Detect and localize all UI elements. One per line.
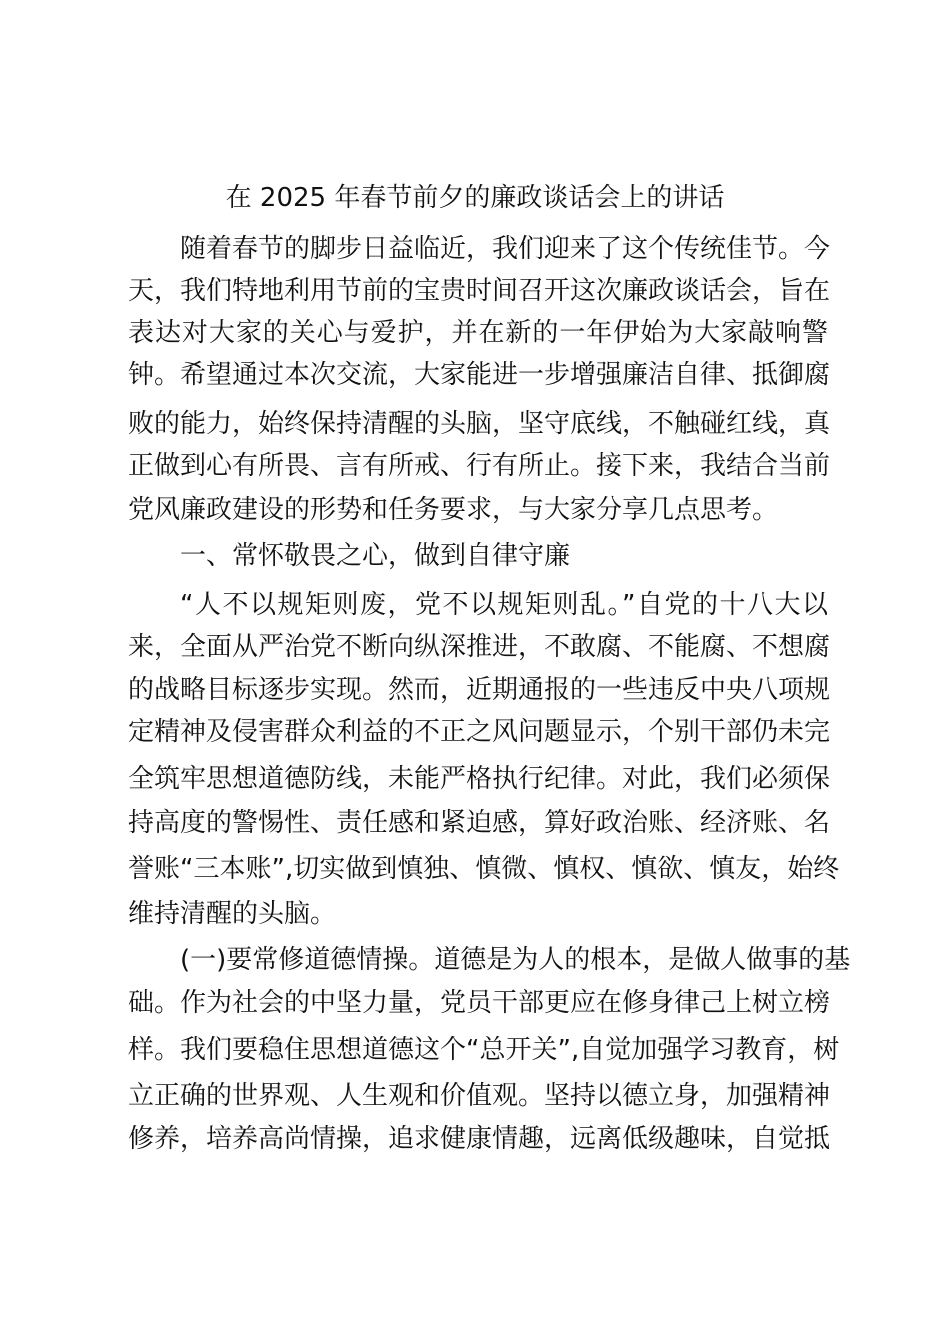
paragraph-1-line-2: 天，我们特地利用节前的宝贵时间召开这次廉政谈话会，旨在 — [128, 276, 831, 306]
paragraph-1-line-3: 表达对大家的关心与爱护，并在新的一年伊始为大家敲响警 — [128, 318, 828, 348]
paragraph-1-line-7: 党风廉政建设的形势和任务要求，与大家分享几点思考。 — [128, 495, 779, 525]
paragraph-3-line-5: 修养，培养高尚情操，追求健康情趣，远离低级趣味，自觉抵 — [128, 1124, 831, 1154]
paragraph-1-line-4: 钟。希望通过本次交流，大家能进一步增强廉洁自律、抵御腐 — [128, 360, 831, 390]
paragraph-2-line-3: 的战略目标逐步实现。然而，近期通报的一些违反中央八项规 — [128, 675, 831, 705]
paragraph-2-line-2: 来，全面从严治党不断向纵深推进，不敢腐、不能腐、不想腐 — [128, 632, 831, 662]
paragraph-3-line-4: 立正确的世界观、人生观和价值观。坚持以德立身，加强精神 — [128, 1081, 831, 1111]
paragraph-2-line-4: 定精神及侵害群众利益的不正之风问题显示，个别干部仍未完 — [128, 717, 831, 747]
paragraph-2-line-1: “人不以规矩则废，党不以规矩则乱。”自党的十八大以 — [180, 590, 828, 620]
paragraph-1-line-6: 正做到心有所畏、言有所戒、行有所止。接下来，我结合当前 — [128, 451, 831, 481]
document-title: 在 2025 年春节前夕的廉政谈话会上的讲话 — [225, 183, 725, 213]
paragraph-3-line-3: 样。我们要稳住思想道德这个“总开关”,自觉加强学习教育，树 — [128, 1035, 840, 1065]
paragraph-2-line-7: 誉账“三本账”,切实做到慎独、慎微、慎权、慎欲、慎友，始终 — [128, 854, 840, 884]
paragraph-2-line-6: 持高度的警惕性、责任感和紧迫感，算好政治账、经济账、名 — [128, 808, 831, 838]
paragraph-3-line-2: 础。作为社会的中坚力量，党员干部更应在修身律己上树立榜 — [128, 988, 831, 1018]
paragraph-2-line-8: 维持清醒的头脑。 — [128, 899, 337, 929]
paragraph-1-line-1: 随着春节的脚步日益临近，我们迎来了这个传统佳节。今 — [180, 234, 831, 264]
paragraph-2-line-5: 全筑牢思想道德防线，未能严格执行纪律。对此，我们必须保 — [128, 764, 831, 794]
section-heading-1: 一、常怀敬畏之心，做到自律守廉 — [180, 541, 571, 571]
paragraph-3-line-1: (一)要常修道德情操。道德是为人的根本，是做人做事的基 — [180, 945, 851, 975]
paragraph-1-line-5: 败的能力，始终保持清醒的头脑，坚守底线，不触碰红线，真 — [128, 409, 831, 439]
